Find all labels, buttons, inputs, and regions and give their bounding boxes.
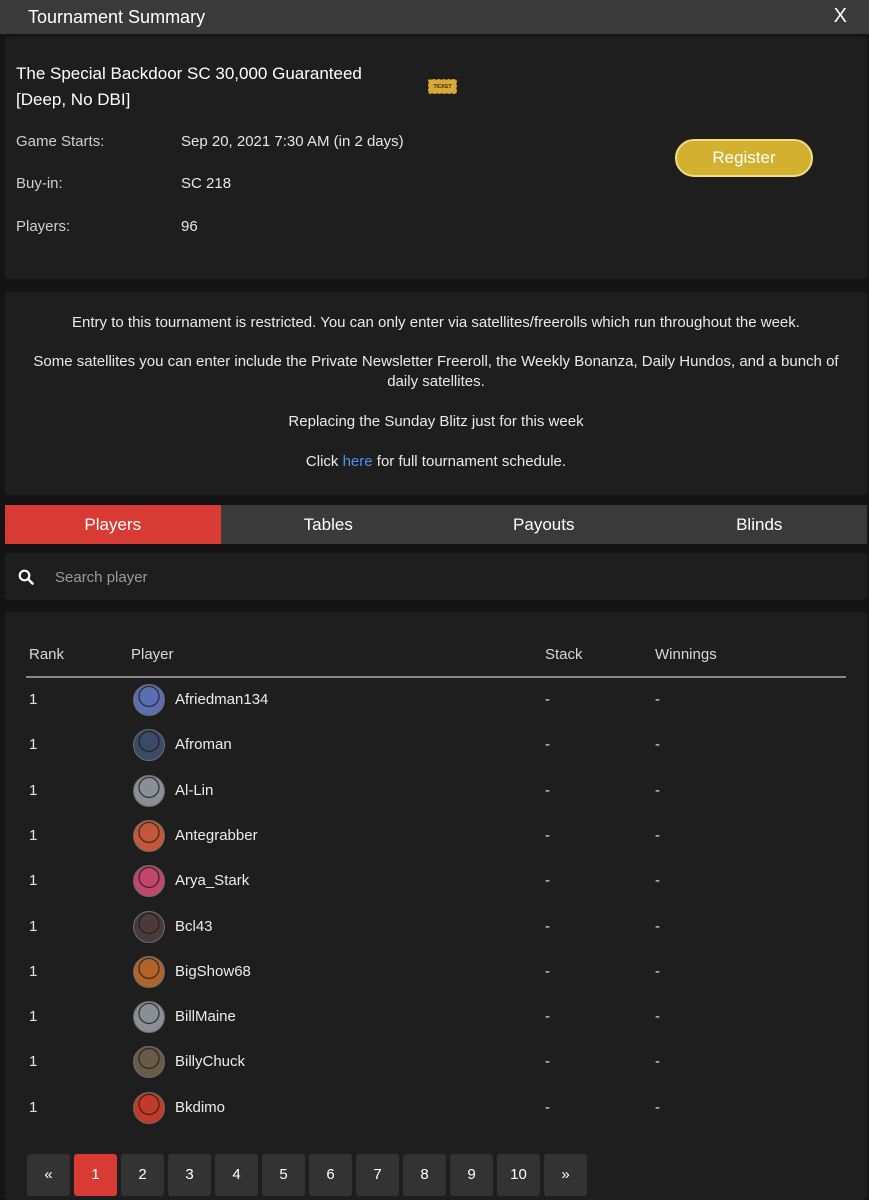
page-button-4[interactable]: 4	[215, 1154, 258, 1196]
table-row[interactable]	[5, 995, 867, 1040]
stack-cell: -	[545, 826, 550, 844]
ticket-icon: TICKET	[428, 79, 457, 94]
page-button-8[interactable]: 8	[403, 1154, 446, 1196]
tournament-name: The Special Backdoor SC 30,000 Guaranteed [Deep, No DBI]	[16, 64, 362, 109]
schedule-suffix: for full tournament schedule.	[372, 453, 567, 470]
avatar	[133, 684, 165, 716]
rank-cell: 1	[29, 736, 38, 754]
pagination-next-button[interactable]: »	[544, 1154, 587, 1196]
page-button-6[interactable]: 6	[309, 1154, 352, 1196]
winnings-cell: -	[655, 781, 660, 799]
rank-cell: 1	[29, 1098, 38, 1116]
rank-cell: 1	[29, 1053, 38, 1071]
page-button-10[interactable]: 10	[497, 1154, 540, 1196]
player-name: BillyChuck	[175, 1053, 246, 1071]
avatar	[133, 1092, 165, 1124]
page-button-2[interactable]: 2	[121, 1154, 164, 1196]
winnings-cell: -	[655, 691, 660, 708]
stack-cell: -	[545, 781, 550, 799]
table-row[interactable]	[5, 814, 867, 859]
description-line: Entry to this tournament is restricted. You can only enter via satellites/freerolls which run throughout the week.	[72, 314, 800, 331]
stack-cell: -	[545, 962, 550, 980]
player-name: Bkdimo	[175, 1098, 226, 1116]
avatar	[133, 1046, 165, 1078]
game-starts-label: Game Starts:	[16, 133, 105, 150]
schedule-line	[19, 452, 853, 472]
stack-cell: -	[545, 691, 550, 708]
table-row[interactable]	[5, 859, 867, 904]
rank-cell: 1	[29, 826, 38, 844]
tab-tables[interactable]: Tables	[303, 515, 353, 534]
description-line: Some satellites you can enter include the Private Newsletter Freeroll, the Weekly Bonanza, Daily Hundos, and a bunch of daily satellites.	[33, 353, 839, 390]
table-row[interactable]	[5, 678, 867, 723]
page-button-7[interactable]: 7	[356, 1154, 399, 1196]
stack-cell: -	[545, 736, 550, 754]
pagination-prev-button[interactable]: «	[27, 1154, 70, 1196]
avatar	[133, 911, 165, 943]
winnings-cell: -	[655, 917, 660, 935]
player-name: BillMaine	[175, 1008, 236, 1026]
avatar	[133, 956, 165, 988]
stack-cell: -	[545, 872, 550, 890]
winnings-cell: -	[655, 736, 660, 754]
close-button[interactable]: X	[833, 5, 847, 27]
schedule-prefix: Click	[305, 453, 343, 470]
avatar	[133, 729, 165, 761]
table-row[interactable]	[5, 769, 867, 814]
players-count-value: 96	[181, 218, 198, 235]
table-row[interactable]	[5, 723, 867, 768]
buy-in-label: Buy-in:	[16, 175, 63, 192]
table-row[interactable]	[5, 1040, 867, 1085]
tournament-summary-panel	[5, 37, 867, 279]
player-name: Al-Lin	[175, 781, 214, 799]
tab-bar	[5, 505, 867, 544]
search-input[interactable]	[55, 561, 835, 593]
rank-cell: 1	[29, 872, 38, 890]
schedule-link[interactable]: here	[342, 453, 373, 470]
avatar	[133, 865, 165, 897]
stack-cell: -	[545, 917, 550, 935]
players-table	[5, 612, 867, 1200]
player-search-bar	[5, 553, 867, 600]
rank-cell: 1	[29, 781, 38, 799]
buy-in-value: SC 218	[181, 175, 232, 192]
avatar	[133, 775, 165, 807]
page-button-9[interactable]: 9	[450, 1154, 493, 1196]
winnings-cell: -	[655, 1053, 660, 1071]
column-header-stack[interactable]: Stack	[545, 646, 583, 663]
search-icon	[18, 569, 34, 585]
table-row[interactable]	[5, 1086, 867, 1131]
column-header-winnings[interactable]: Winnings	[655, 646, 717, 663]
tab-payouts[interactable]: Payouts	[513, 515, 575, 534]
rank-cell: 1	[29, 962, 38, 980]
title-bar	[0, 0, 869, 34]
description-line: Replacing the Sunday Blitz just for this week	[288, 413, 584, 430]
page-button-5[interactable]: 5	[262, 1154, 305, 1196]
page-button-1[interactable]: 1	[74, 1154, 117, 1196]
winnings-cell: -	[655, 826, 660, 844]
stack-cell: -	[545, 1053, 550, 1071]
player-name: Afroman	[175, 736, 232, 754]
stack-cell: -	[545, 1098, 550, 1116]
column-header-player[interactable]: Player	[131, 646, 174, 663]
player-name: Bcl43	[175, 917, 213, 935]
tab-players[interactable]: Players	[5, 505, 221, 544]
window-title: Tournament Summary	[28, 7, 206, 27]
rank-cell: 1	[29, 917, 38, 935]
page-button-3[interactable]: 3	[168, 1154, 211, 1196]
register-button[interactable]: Register	[675, 139, 813, 177]
winnings-cell: -	[655, 1008, 660, 1026]
table-row[interactable]	[5, 950, 867, 995]
tab-blinds[interactable]: Blinds	[736, 515, 783, 534]
tournament-description	[5, 292, 867, 495]
pagination	[27, 1154, 587, 1196]
avatar	[133, 820, 165, 852]
table-row[interactable]	[5, 905, 867, 950]
player-name: Afriedman134	[175, 691, 269, 708]
player-name: Antegrabber	[175, 826, 258, 844]
stack-cell: -	[545, 1008, 550, 1026]
winnings-cell: -	[655, 872, 660, 890]
winnings-cell: -	[655, 1098, 660, 1116]
player-name: BigShow68	[175, 962, 251, 980]
game-starts-value: Sep 20, 2021 7:30 AM (in 2 days)	[181, 133, 404, 150]
avatar	[133, 1001, 165, 1033]
rank-cell: 1	[29, 691, 38, 708]
player-name: Arya_Stark	[175, 872, 250, 890]
rank-cell: 1	[29, 1008, 38, 1026]
column-header-rank[interactable]: Rank	[29, 646, 65, 663]
winnings-cell: -	[655, 962, 660, 980]
players-count-label: Players:	[16, 218, 71, 235]
